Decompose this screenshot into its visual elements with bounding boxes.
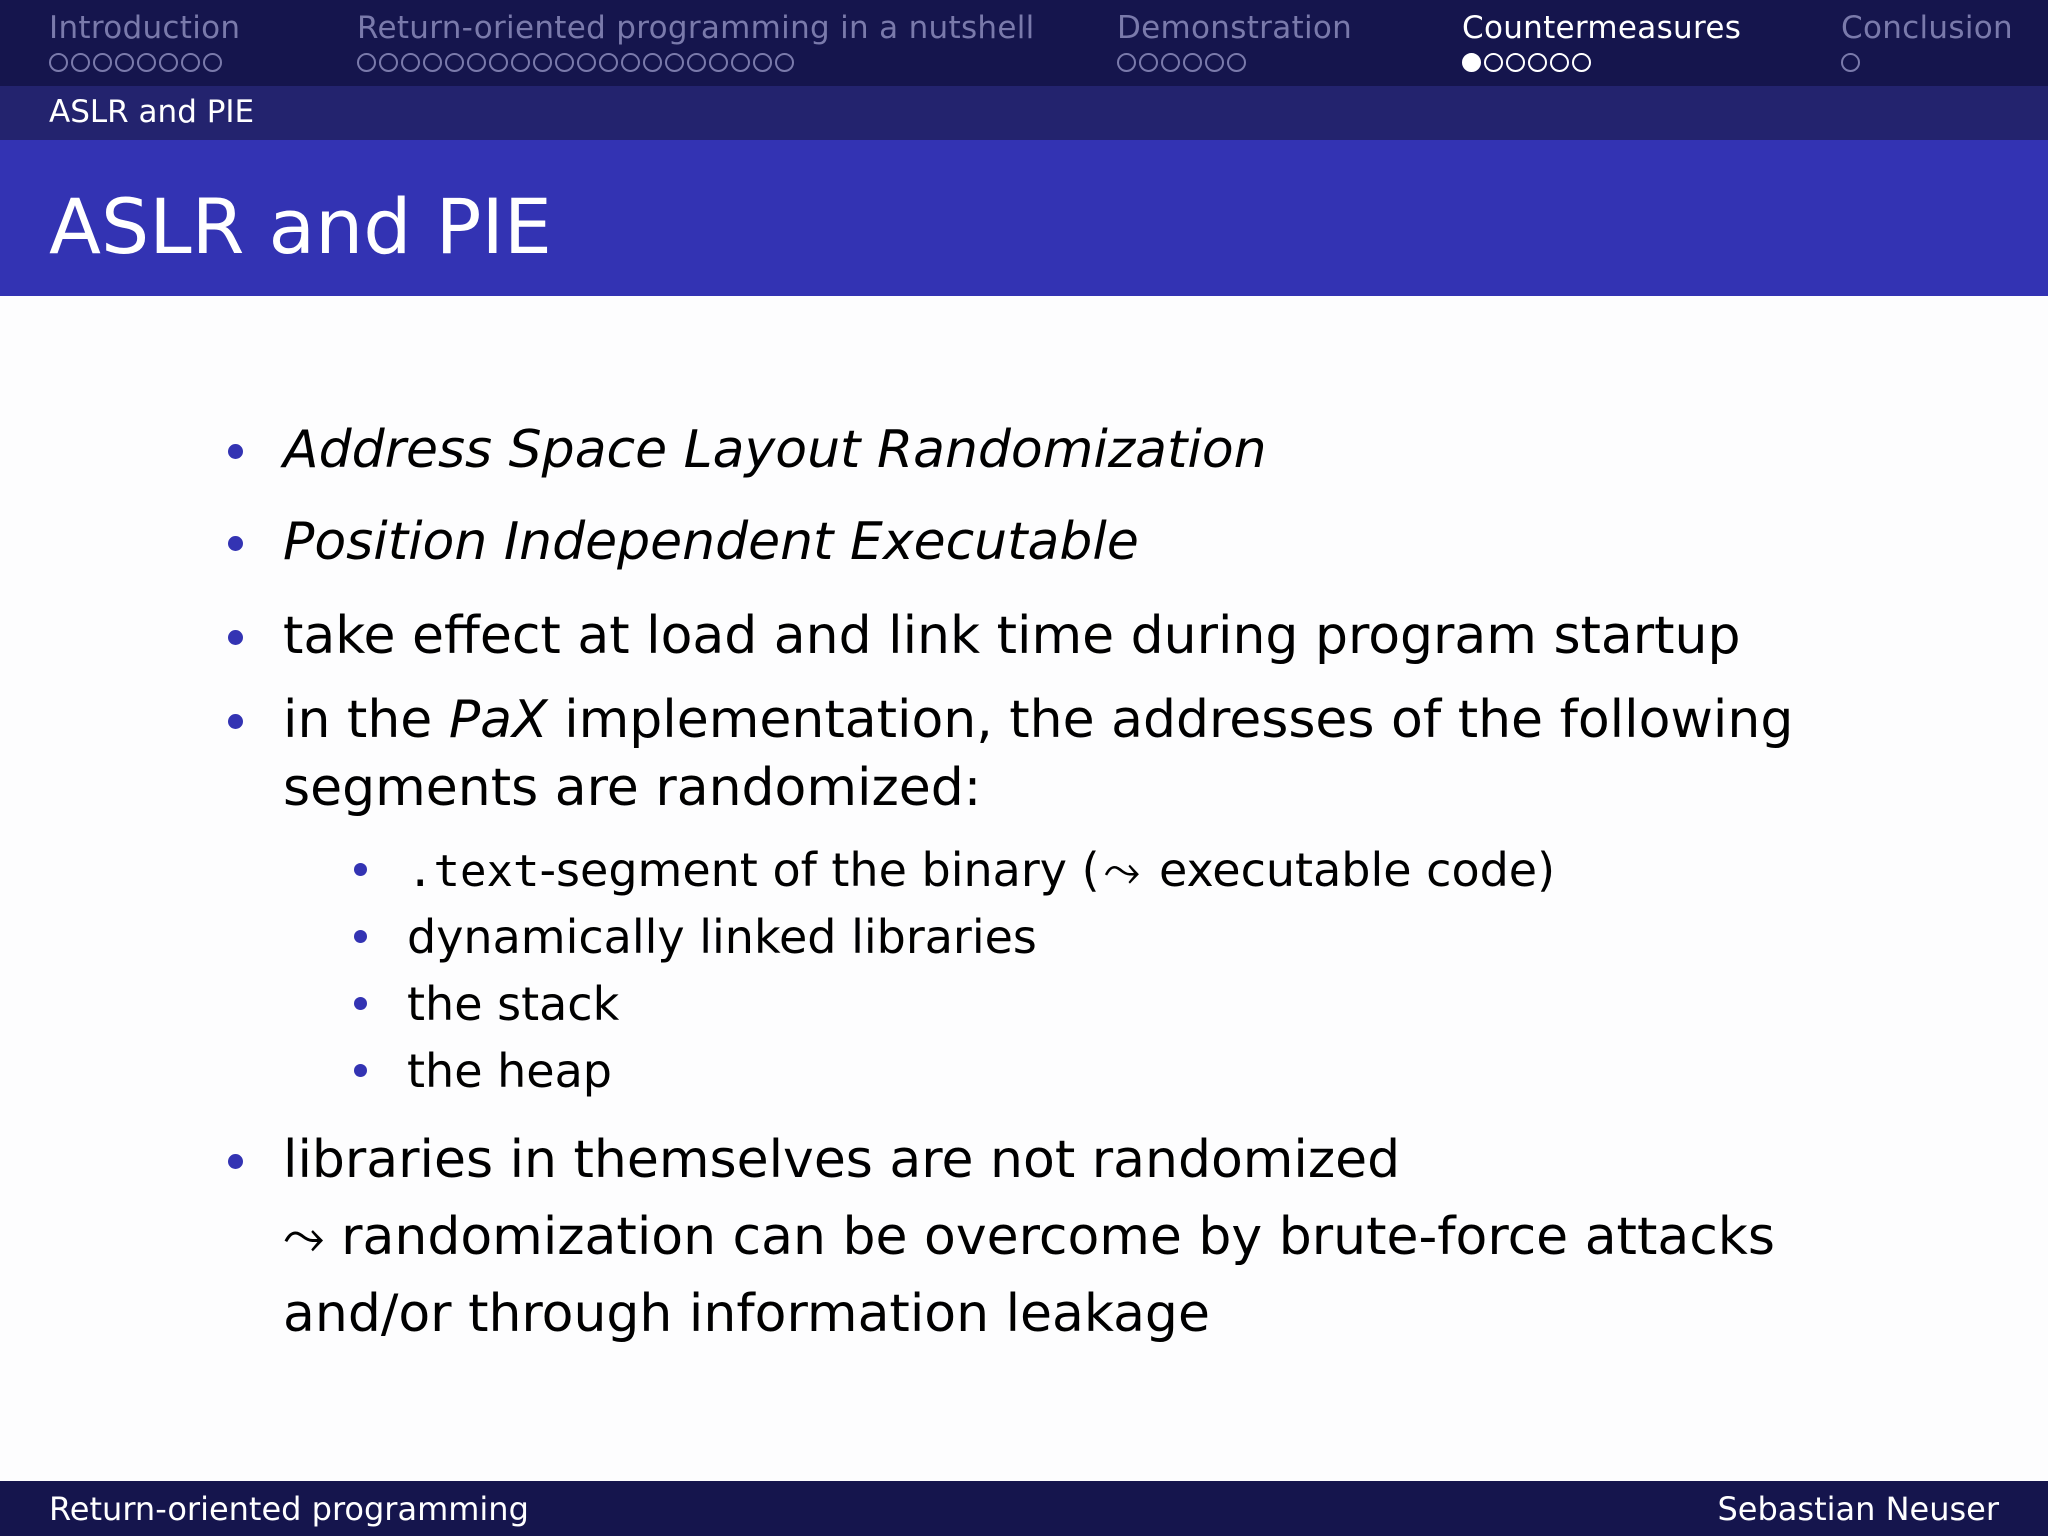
leads-to-arrow-icon: ⤳ [1103,843,1141,897]
frame-dot-icon[interactable] [533,53,552,72]
frame-dot-icon[interactable] [1161,53,1180,72]
frame-dot-icon[interactable] [643,53,662,72]
bullet-text-pre: in the [283,690,449,750]
footer-bar [0,1481,2048,1536]
nav-section-countermeasures[interactable] [1462,8,1741,75]
bullet-text-pax: PaX [448,690,548,750]
bullet-icon [354,863,367,876]
bullet-text: libraries in themselves are not randomized [283,1130,1401,1190]
nav-frame-dots [1462,49,1741,75]
frame-dot-icon[interactable] [71,53,90,72]
sub-item-text: the stack [407,977,620,1031]
frame-dot-icon[interactable] [731,53,750,72]
code-text-segment: .text [407,846,540,897]
bullet-item-load-time [283,602,1741,670]
frame-dot-icon[interactable] [1506,53,1525,72]
frame-dot-icon[interactable] [577,53,596,72]
subsection-bar [0,86,2048,140]
footer-talk-title: Return-oriented programming [49,1490,529,1528]
frame-dot-icon[interactable] [181,53,200,72]
bullet-icon [228,1154,243,1169]
bullet-icon [228,630,243,645]
frame-dot-icon[interactable] [1462,53,1481,72]
sub-item-libraries [407,903,1037,971]
sub-item-text: dynamically linked libraries [407,910,1037,964]
frame-title: ASLR and PIE [49,182,552,271]
frame-dot-icon[interactable] [445,53,464,72]
frame-dot-icon[interactable] [621,53,640,72]
nav-frame-dots [1841,49,2013,75]
frame-dot-icon[interactable] [379,53,398,72]
subsection-label[interactable]: ASLR and PIE [49,94,255,130]
frame-dot-icon[interactable] [1183,53,1202,72]
sub-item-text: -segment of the binary ( [539,843,1100,897]
bullet-text: Address Space Layout Randomization [283,420,1267,480]
nav-section-title[interactable]: Conclusion [1841,10,2013,46]
frame-dot-icon[interactable] [93,53,112,72]
frame-dot-icon[interactable] [1572,53,1591,72]
frame-dot-icon[interactable] [159,53,178,72]
bullet-item-pie [283,508,1139,576]
bullet-icon [228,536,243,551]
frame-dot-icon[interactable] [665,53,684,72]
frame-dot-icon[interactable] [1117,53,1136,72]
sub-item-stack [407,970,619,1038]
sub-item-text: the heap [407,1044,612,1098]
frame-dot-icon[interactable] [599,53,618,72]
frame-dot-icon[interactable] [137,53,156,72]
nav-frame-dots [357,49,1035,75]
frame-dot-icon[interactable] [709,53,728,72]
frame-dot-icon[interactable] [489,53,508,72]
footer-author: Sebastian Neuser [1717,1490,1999,1528]
frame-dot-icon[interactable] [401,53,420,72]
frame-dot-icon[interactable] [775,53,794,72]
bullet-text: Position Independent Executable [283,512,1139,572]
frame-dot-icon[interactable] [1139,53,1158,72]
bullet-continuation-leakage: and/or through information leakage [283,1284,1210,1344]
frame-dot-icon[interactable] [49,53,68,72]
nav-frame-dots [49,49,240,75]
frame-dot-icon[interactable] [555,53,574,72]
frame-dot-icon[interactable] [1841,53,1860,72]
frame-dot-icon[interactable] [1484,53,1503,72]
bullet-icon [354,997,367,1010]
nav-section-title[interactable]: Countermeasures [1462,10,1742,46]
frame-dot-icon[interactable] [1528,53,1547,72]
bullet-icon [354,930,367,943]
frame-dot-icon[interactable] [753,53,772,72]
continuation-text: randomization can be overcome by brute-force attacks [324,1207,1775,1267]
nav-frame-dots [1117,49,1352,75]
bullet-item-pax [283,686,1793,754]
bullet-text: take effect at load and link time during program startup [283,606,1741,666]
frame-dot-icon[interactable] [511,53,530,72]
frame-dot-icon[interactable] [1227,53,1246,72]
slide-content [0,296,2048,1480]
nav-section-demonstration[interactable] [1117,8,1352,75]
leads-to-arrow-icon: ⤳ [283,1207,325,1267]
frame-dot-icon[interactable] [357,53,376,72]
bullet-icon [228,444,243,459]
nav-section-rop-nutshell[interactable] [357,8,1035,75]
nav-section-title[interactable]: Introduction [49,10,241,46]
nav-section-conclusion[interactable] [1841,8,2013,75]
bullet-item-libraries-not-randomized [283,1126,1400,1194]
bullet-continuation-pax: segments are randomized: [283,758,982,818]
bullet-icon [354,1064,367,1077]
nav-section-title[interactable]: Demonstration [1117,10,1353,46]
frame-title-bar [0,140,2048,296]
bullet-text-post: implementation, the addresses of the following [547,690,1794,750]
nav-section-introduction[interactable] [49,8,240,75]
frame-dot-icon[interactable] [423,53,442,72]
bullet-continuation-bruteforce [283,1203,1775,1271]
bullet-item-aslr [283,416,1267,484]
sub-item-text-segment [407,836,1555,906]
nav-section-title[interactable]: Return-oriented programming in a nutshell [357,10,1035,46]
frame-dot-icon[interactable] [1550,53,1569,72]
bullet-icon [228,714,243,729]
section-navigation [0,0,2048,86]
frame-dot-icon[interactable] [203,53,222,72]
frame-dot-icon[interactable] [467,53,486,72]
frame-dot-icon[interactable] [115,53,134,72]
sub-item-tail: executable code) [1144,843,1556,897]
frame-dot-icon[interactable] [1205,53,1224,72]
frame-dot-icon[interactable] [687,53,706,72]
sub-item-heap [407,1037,612,1105]
